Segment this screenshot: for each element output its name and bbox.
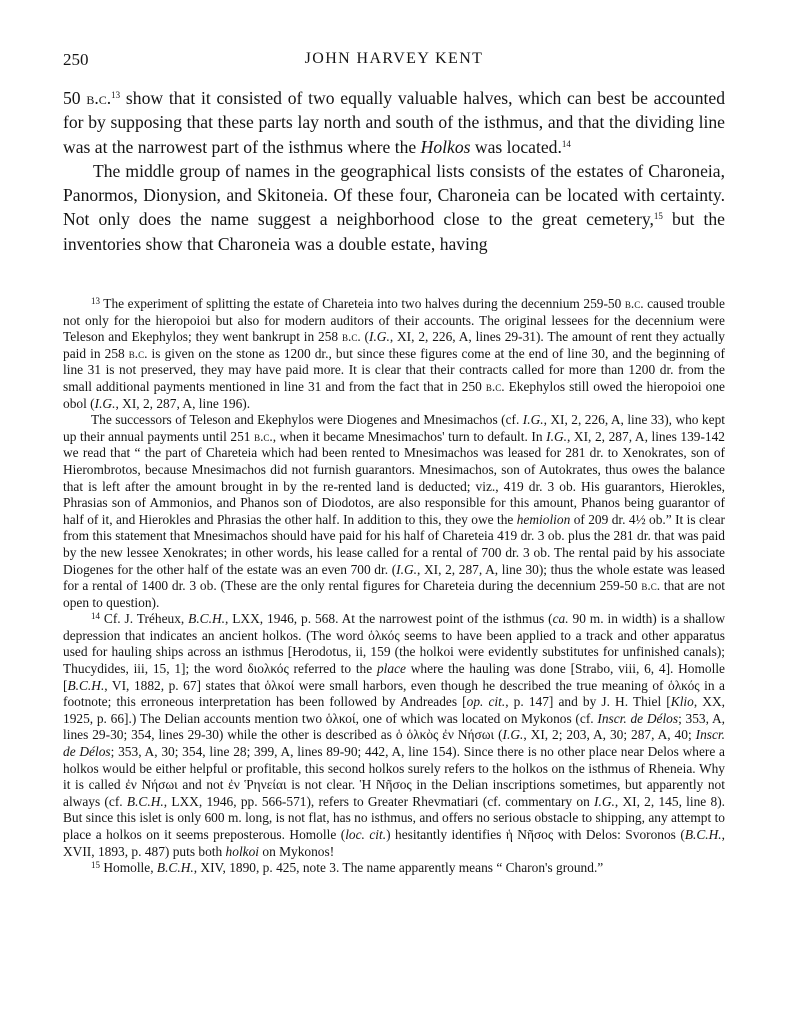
text: ( (360, 329, 369, 345)
citation-title: B.C.H. (126, 793, 164, 809)
text: on Mykonos! (259, 843, 335, 859)
text: 50 (63, 88, 87, 108)
citation-title: B.C.H. (156, 860, 194, 876)
text: of 209 dr. 4½ ob.” It is clear from this statement that Mnesimachos should have paid for his half of Chareteia 419 dr. 3 ob. plus the 281 dr. that was paid by the new lessee Xenokrates; in other words, his lease called for a rental of 700 dr. 3 ob. The rental paid by his associate Diogenes for the other half of the estate was an even 700 dr. ( (63, 511, 725, 577)
text: were small harbors, even though he described the true meaning of (294, 677, 669, 693)
citation-title: Inscr. de Délos (597, 710, 679, 726)
footnote-marker: 15 (91, 860, 100, 871)
page-number: 250 (63, 50, 89, 69)
citation-title: I.G. (368, 329, 390, 345)
text: , XI, 2, 226, A, lines 29-31). The amount of rent they actually paid in 258 (63, 329, 725, 361)
footnote-13 (63, 296, 725, 412)
footnotes (63, 296, 725, 877)
citation-title: I.G. (522, 412, 544, 428)
text: that are not open to question). (63, 578, 725, 610)
text: is given on the stone as 1200 dr., but since these figures come at the end of line 30, and the beginning of line 31 is not preserved, they may have paid more. It is clear that their contracts called for more than 1200 dr. from the small additional payments mentioned in line 31 and from the fact that in 250 (63, 345, 725, 394)
text: , p. 147] and by J. H. Thiel [ (505, 694, 671, 710)
citation-title: I.G. (94, 395, 116, 411)
main-text (63, 86, 725, 256)
citation-title: Klio (670, 694, 694, 710)
era-abbrev: b.c. (641, 578, 661, 594)
italic-term: Holkos (420, 136, 471, 157)
text: referred to the (288, 661, 377, 677)
text: ) hesitantly identifies (386, 827, 506, 842)
citation-title: I.G. (594, 793, 615, 809)
text: Homolle, (100, 860, 157, 876)
citation-title: I.G. (502, 727, 524, 743)
text: , LXX, 1946, pp. 566-571), refers to Greater Rhevmatiari (cf. commentary on (163, 793, 595, 809)
era-abbrev: b.c. (341, 329, 361, 345)
text: but the inventories show that Charoneia was a double estate, having (63, 209, 725, 254)
era-abbrev: b.c. (624, 296, 644, 311)
greek-word: διολκός (247, 661, 289, 677)
text: and not (177, 777, 229, 793)
text: , XIV, 1890, p. 425, note 3. The name apparently means “ Charon's ground.” (193, 860, 604, 876)
era-abbrev: b.c. (254, 428, 273, 444)
era-abbrev: b.c. (86, 88, 112, 108)
running-head (63, 50, 725, 72)
footnote-ref-13[interactable]: 13 (111, 90, 121, 100)
italic-term: hemiolion (516, 511, 571, 527)
text: was located. (470, 136, 562, 157)
text: where the hauling was done [Strabo, viii, 6, 4]. Homolle [ (63, 661, 725, 693)
text: , XI, 2, 287, A, line 196). (115, 395, 251, 411)
text: , when it became Mnesimachos' turn to default. In (272, 428, 547, 444)
italic-term: holkoi (225, 843, 260, 859)
text: , XI, 2, 226, A, line 33), who kept up their annual payments until 251 (63, 412, 725, 444)
greek-word: ὁλκός (368, 627, 400, 643)
greek-word: Ἡ Νῆσος (359, 777, 412, 793)
era-abbrev: b.c. (128, 345, 148, 361)
text: The middle group of names in the geographical lists consists of the estates of Charoneia, Panormos, Dionysion, and Skitoneia. Of these four, Charoneia can be located with certainty. Not only does the name suggest a neighborhood close to the great cemetery, (63, 160, 725, 230)
greek-word: ἡ Νῆσος (505, 827, 554, 842)
text: ( (494, 727, 503, 743)
text: , XX, 1925, p. 66].) The Delian accounts mention two (63, 694, 725, 726)
text: seems to have been applied to a track and other apparatus used for hauling ships across an isthmus [Herodotus, ii, 159 (the holkoi were evidently substitutes for unfinished canals); Thucydides, iii, 15, 1]; the word (63, 627, 725, 677)
footnote-ref-15[interactable]: 15 (653, 211, 663, 222)
body-paragraph-2 (63, 159, 725, 256)
footnote-14 (63, 611, 725, 860)
text: , one of which was located on Mykonos (cf. (355, 710, 598, 726)
text: , XI, 2, 287, A, lines 139-142 we read that “ the part of Chareteia which had been rented to Mnesimachos was leased for 281 dr. to Xenokrates, son of Hierombrotos, because Mnesimachos did not furnish guarantors. Mnesimachos, son of Autokrates, thus owes the balance that is left after the amount brought in by the re-rented land is deducted; viz., 419 dr. 3 ob. His guarantors, Hierokles, Phrasias son of Ammonios, and Phanos son of Diodotos, are also responsible for this amount, Phanos being guarantor of half of it, and Hierokles and Phrasias the other half. In addition to this, they owe the (63, 428, 725, 527)
text: with Delos: Svoronos ( (553, 827, 685, 842)
citation-title: I.G. (396, 561, 417, 577)
footnote-15 (63, 860, 725, 877)
text: , XVII, 1893, p. 487) puts both (63, 827, 725, 859)
text: 90 m. in width) is a shallow depression that indicates an ancient holkos. (The word (63, 611, 725, 643)
greek-word: ὁλκός (668, 677, 700, 693)
text: is not clear. (286, 777, 360, 793)
italic-term: op. cit. (466, 694, 506, 710)
era-abbrev: b.c. (485, 378, 505, 394)
text: caused trouble not only for the hieropoioi but also for modern auditors of their accounts. The original lessees for the decennium were Teleson and Ekephylos; they went bankrupt in 258 (63, 296, 725, 345)
greek-word: ὁ ὁλκὸς ἐν Νήσωι (395, 727, 495, 743)
greek-word: ἐν Ῥηνείαι (228, 777, 287, 793)
text: The successors of Teleson and Ekephylos were Diogenes and Mnesimachos (cf. (91, 412, 523, 428)
text: show that it consisted of two equally valuable halves, which can best be accounted for by supposing that these parts lay north and south of the isthmus, and that the dividing line was at the narrowest part of the isthmus where the (63, 88, 725, 157)
citation-title: B.C.H. (67, 677, 105, 693)
citation-title: Inscr. de Délos (63, 727, 725, 760)
text: , XI, 2, 287, A, line 30); thus the whole estate was leased for a rental of 1400 dr. 3 ob. (These are the only rental figures for Chareteia during the decennium 259-50 (63, 561, 725, 594)
italic-term: loc. cit. (345, 827, 387, 842)
text: , VI, 1882, p. 67] states that (104, 677, 265, 693)
text: in a footnote; this erroneous interpretation has been followed by Andreades [ (63, 677, 725, 710)
greek-word: ἐν Νήσωι (125, 777, 178, 793)
footnote-13-continued (63, 412, 725, 611)
body-paragraph-1 (63, 86, 725, 159)
text: , LXX, 1946, p. 568. At the narrowest point of the isthmus ( (224, 611, 553, 627)
text: Cf. J. Tréheux, (100, 611, 189, 627)
citation-title: B.C.H. (188, 611, 225, 627)
text: Ekephylos still owed the hieropoioi one obol ( (63, 378, 726, 411)
italic-term: place (376, 661, 406, 677)
running-title: JOHN HARVEY KENT (304, 50, 484, 67)
text: The experiment of splitting the estate of Chareteia into two halves during the decennium 259-50 (100, 296, 625, 311)
text: , XI, 2, 145, line 8). But since this islet is only 600 m. long, is not flat, has no isthmus, and offers no serious obstacle to shipping, any attempt to place a holkos on it seems preposterous. Homolle ( (63, 793, 725, 842)
text: in the Delian inscriptions sometimes, but apparently not always (cf. (63, 777, 725, 809)
text: ; 353, A, 30; 354, line 28; 399, A, lines 89-90; 442, A, line 154). Since there is no other place near Delos where a holkos would be either helpful or profitable, this second holkos surely refers to the holkos on the isthmus of Rheneia. Why it is called (63, 744, 725, 793)
citation-title: B.C.H. (684, 827, 722, 842)
footnote-marker: 14 (91, 611, 100, 622)
greek-word: ὁλκοί (264, 677, 295, 693)
italic-term: ca. (552, 611, 569, 627)
citation-title: I.G. (546, 428, 567, 444)
text: , XI, 2; 203, A, 30; 287, A, 40; (523, 727, 696, 743)
greek-word: ὁλκοί (325, 710, 356, 726)
text: ; 353, A, lines 29-30; 354, lines 29-30) while the other is described as (63, 710, 725, 743)
footnote-marker: 13 (91, 296, 100, 306)
footnote-ref-14[interactable]: 14 (561, 138, 571, 149)
